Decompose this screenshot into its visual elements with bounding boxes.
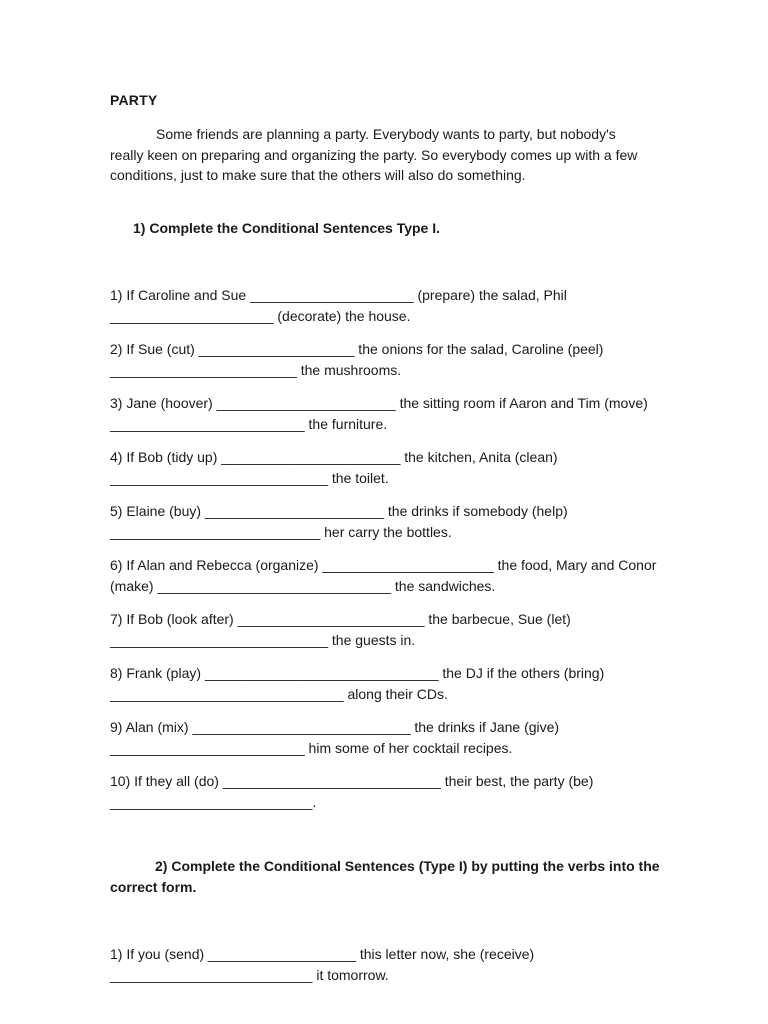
page-title: PARTY: [110, 92, 158, 108]
exercise-item: 3) Jane (hoover) _______________________ the sitting room if Aaron and Tim (move) _________________________ the furniture.: [110, 395, 652, 432]
exercise-1-list: [110, 285, 670, 825]
exercise-item: 10) If they all (do) ____________________________ their best, the party (be) __________________________.: [110, 773, 598, 810]
intro-paragraph: Some friends are planning a party. Everybody wants to party, but nobody's really keen on preparing and organizing the party. So everybody comes up with a few conditions, just to make sure that the others will also do something.: [110, 126, 638, 183]
exercise-item: 1) If Caroline and Sue _____________________ (prepare) the salad, Phil _____________________ (decorate) the house.: [110, 287, 571, 324]
exercise-item: 5) Elaine (buy) _______________________ the drinks if somebody (help) ___________________________ her carry the bottles.: [110, 503, 572, 540]
exercise-item: 4) If Bob (tidy up) _______________________ the kitchen, Anita (clean) ____________________________ the toilet.: [110, 449, 562, 486]
exercise-1-heading: 1) Complete the Conditional Sentences Type I.: [133, 220, 441, 236]
exercise-item: 2) If Sue (cut) ____________________ the onions for the salad, Caroline (peel) ________________________ the mushrooms.: [110, 341, 608, 378]
exercise-item: 1) If you (send) ___________________ this letter now, she (receive) __________________________ it tomorrow.: [110, 946, 539, 983]
exercise-item: 9) Alan (mix) ____________________________ the drinks if Jane (give) _________________________ him some of her cocktail recipes.: [110, 719, 563, 756]
exercise-item: 7) If Bob (look after) ________________________ the barbecue, Sue (let) ____________________________ the guests in.: [110, 611, 575, 648]
exercise-item: 8) Frank (play) ______________________________ the DJ if the others (bring) ______________________________ along their CDs.: [110, 665, 609, 702]
exercise-2-heading: 2) Complete the Conditional Sentences (Type I) by putting the verbs into the correct form.: [110, 858, 660, 895]
exercise-2-list: [110, 944, 670, 998]
exercise-item: 6) If Alan and Rebecca (organize) ______________________ the food, Mary and Conor (make) ______________________________ the sandwiches.: [110, 557, 661, 594]
